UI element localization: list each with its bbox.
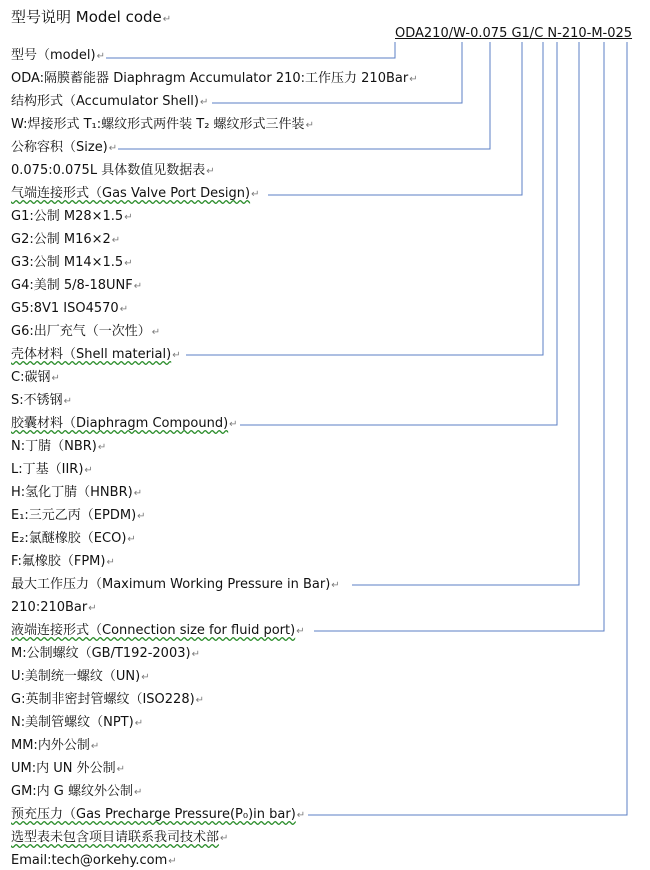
line-text: 壳体材料（Shell material) xyxy=(11,347,172,362)
line-text: 210:210Bar xyxy=(11,600,88,615)
paragraph-mark: ↵ xyxy=(191,649,200,660)
line-text: 0.075:0.075L 具体数值见数据表 xyxy=(11,163,206,178)
paragraph-mark: ↵ xyxy=(111,235,121,246)
line-g4 xyxy=(11,278,142,295)
line-g5 xyxy=(11,301,128,318)
paragraph-mark: ↵ xyxy=(106,557,115,568)
line-oda-desc xyxy=(11,71,418,88)
paragraph-mark: ↵ xyxy=(229,419,238,430)
page-title: 型号说明 Model code↵ xyxy=(11,8,172,26)
line-g1 xyxy=(11,209,133,226)
line-text: N:丁腈（NBR) xyxy=(11,439,97,454)
line-m-metric xyxy=(11,646,200,663)
paragraph-mark: ↵ xyxy=(96,51,105,62)
line-diaphragm-label xyxy=(11,416,238,433)
paragraph-mark: ↵ xyxy=(133,488,143,499)
line-shell-material-label xyxy=(11,347,181,364)
line-text: Email:tech@orkehy.com xyxy=(11,853,168,868)
line-g6 xyxy=(11,324,160,341)
paragraph-mark: ↵ xyxy=(63,396,73,407)
line-text: UM:内 UN 外公制 xyxy=(11,761,116,776)
paragraph-mark: ↵ xyxy=(296,810,306,821)
line-g-iso228 xyxy=(11,692,204,709)
paragraph-mark: ↵ xyxy=(90,741,100,752)
line-text: G6:出厂充气（一次性） xyxy=(11,324,151,339)
line-text: H:氢化丁腈（HNBR) xyxy=(11,485,133,500)
paragraph-mark: ↵ xyxy=(137,511,146,522)
leader-pressure xyxy=(352,42,579,585)
line-size-label xyxy=(11,140,117,157)
line-text: E₂:氯醚橡胶（ECO) xyxy=(11,531,127,546)
line-text: 结构形式（Accumulator Shell) xyxy=(11,94,199,109)
line-g2 xyxy=(11,232,120,249)
line-text: G4:美制 5/8-18UNF xyxy=(11,278,133,293)
paragraph-mark: ↵ xyxy=(124,258,133,269)
line-gm xyxy=(11,784,142,801)
line-text: 预充压力（Gas Precharge Pressure(P₀)in bar) xyxy=(11,807,296,822)
line-text: 最大工作压力（Maximum Working Pressure in Bar) xyxy=(11,577,331,592)
line-l-iir xyxy=(11,462,93,479)
leader-fluid-port xyxy=(314,42,604,631)
model-code: ODA210/W-0.075 G1/C N-210-M-025 xyxy=(395,26,633,41)
line-text: C:碳钢 xyxy=(11,370,51,385)
paragraph-mark: ↵ xyxy=(200,97,209,108)
line-text: G5:8V1 ISO4570 xyxy=(11,301,119,316)
line-g3 xyxy=(11,255,133,272)
paragraph-mark: ↵ xyxy=(220,833,229,844)
paragraph-mark: ↵ xyxy=(168,856,177,867)
paragraph-mark: ↵ xyxy=(119,304,129,315)
line-c-carbon-steel xyxy=(11,370,60,387)
paragraph-mark: ↵ xyxy=(305,120,314,131)
line-e1-epdm xyxy=(11,508,146,525)
line-text: G2:公制 M16×2 xyxy=(11,232,111,247)
line-gas-port-label xyxy=(11,186,259,203)
line-u-un xyxy=(11,669,150,686)
paragraph-mark: ↵ xyxy=(127,534,136,545)
line-text: ODA:隔膜蓄能器 Diaphragm Accumulator 210:工作压力 210Bar xyxy=(11,71,409,86)
line-contact-note xyxy=(11,830,228,847)
line-shell-label xyxy=(11,94,208,111)
line-text: N:美制管螺纹（NPT) xyxy=(11,715,134,730)
line-n-npt xyxy=(11,715,143,732)
leader-precharge xyxy=(305,42,627,815)
paragraph-mark: ↵ xyxy=(51,373,60,384)
line-text: 气端连接形式（Gas Valve Port Design) xyxy=(11,186,251,201)
paragraph-mark: ↵ xyxy=(195,695,205,706)
paragraph-mark: ↵ xyxy=(108,143,118,154)
paragraph-mark: ↵ xyxy=(151,327,161,338)
paragraph-mark: ↵ xyxy=(134,787,143,798)
paragraph-mark: ↵ xyxy=(116,764,126,775)
line-size-desc xyxy=(11,163,215,180)
line-text: L:丁基（IIR) xyxy=(11,462,84,477)
paragraph-mark: ↵ xyxy=(84,465,93,476)
paragraph-mark: ↵ xyxy=(124,212,133,223)
line-um xyxy=(11,761,125,778)
line-text: 胶囊材料（Diaphragm Compound) xyxy=(11,416,229,431)
paragraph-mark: ↵ xyxy=(409,74,418,85)
line-f-fpm xyxy=(11,554,115,571)
line-precharge-label xyxy=(11,807,305,824)
line-shell-options xyxy=(11,117,314,134)
line-fluid-port-label xyxy=(11,623,305,640)
line-pressure-label xyxy=(11,577,340,594)
line-model-label xyxy=(11,48,105,65)
leader-model xyxy=(106,42,395,58)
paragraph-mark: ↵ xyxy=(133,281,143,292)
line-text: F:氟橡胶（FPM) xyxy=(11,554,106,569)
line-text: MM:内外公制 xyxy=(11,738,90,753)
line-text: E₁:三元乙丙（EPDM) xyxy=(11,508,137,523)
line-h-hnbr xyxy=(11,485,142,502)
line-text: 公称容积（Size) xyxy=(11,140,108,155)
line-text: W:焊接形式 T₁:螺纹形式两件装 T₂ 螺纹形式三件装 xyxy=(11,117,305,132)
line-n-nbr xyxy=(11,439,106,456)
paragraph-mark: ↵ xyxy=(331,580,340,591)
line-text: GM:内 G 螺纹外公制 xyxy=(11,784,134,799)
line-text: G3:公制 M14×1.5 xyxy=(11,255,124,270)
leader-diaphragm xyxy=(240,42,557,425)
line-mm xyxy=(11,738,99,755)
line-text: 型号（model) xyxy=(11,48,96,63)
paragraph-mark: ↵ xyxy=(251,189,260,200)
line-text: 液端连接形式（Connection size for fluid port) xyxy=(11,623,296,638)
line-text: M:公制螺纹（GB/T192-2003) xyxy=(11,646,191,661)
line-text: G1:公制 M28×1.5 xyxy=(11,209,124,224)
paragraph-mark: ↵ xyxy=(172,350,181,361)
paragraph-mark: ↵ xyxy=(296,626,305,637)
paragraph-mark: ↵ xyxy=(206,166,215,177)
line-text: U:美制统一螺纹（UN) xyxy=(11,669,141,684)
line-text: S:不锈钢 xyxy=(11,393,63,408)
paragraph-mark: ↵ xyxy=(88,603,97,614)
paragraph-mark: ↵ xyxy=(134,718,144,729)
line-text: 选型表未包含项目请联系我司技术部 xyxy=(11,830,220,845)
paragraph-mark: ↵ xyxy=(97,442,107,453)
line-text: G:英制非密封管螺纹（ISO228) xyxy=(11,692,195,707)
line-s-stainless xyxy=(11,393,72,410)
line-pressure-210 xyxy=(11,600,97,617)
paragraph-mark: ↵ xyxy=(141,672,150,683)
line-email xyxy=(11,853,177,870)
line-e2-eco xyxy=(11,531,136,548)
